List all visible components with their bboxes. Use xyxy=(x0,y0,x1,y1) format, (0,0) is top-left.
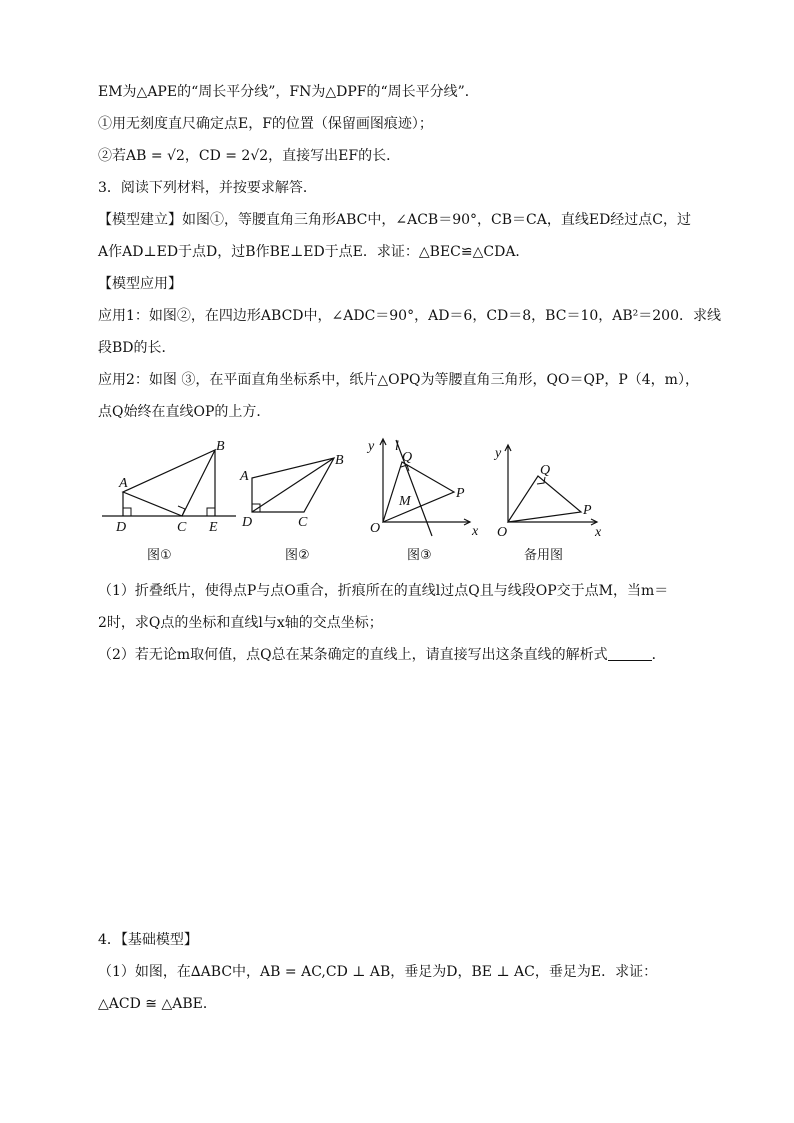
application-2-line-1: 应用2：如图 ③，在平面直角坐标系中，纸片△OPQ为等腰直角三角形，QO＝QP，P（4，m）， xyxy=(98,372,699,388)
subquestion-2-text: （2）若无论m取何值，点Q总在某条确定的直线上，请直接写出这条直线的解析式 xyxy=(98,647,608,663)
fig4-label-Q: Q xyxy=(540,463,551,478)
fig2-label-B: B xyxy=(335,453,344,468)
figure-4-spare xyxy=(493,440,611,540)
fig4-caption: 备用图 xyxy=(524,548,564,563)
fig3-label-y: y xyxy=(368,439,375,454)
subquestion-1-line-2: 2时，求Q点的坐标和直线l与x轴的交点坐标； xyxy=(98,615,383,631)
fig1-label-D: D xyxy=(116,520,127,534)
fig2-caption: 图② xyxy=(285,548,310,563)
model-application-heading: 【模型应用】 xyxy=(98,276,182,292)
fig4-label-x: x xyxy=(595,525,602,540)
question-4-line-1: （1）如图，在∆ABC中，AB = AC,CD ⊥ AB，垂足为D，BE ⊥ AC，垂足为E．求证： xyxy=(98,964,658,980)
question-3-heading: 3．阅读下列材料，并按要求解答． xyxy=(98,180,317,196)
question-4-line-2: △ACD ≅ △ABE． xyxy=(98,996,217,1012)
fig1-label-A: A xyxy=(119,476,128,491)
model-setup-line-1: 【模型建立】如图①，等腰直角三角形ABC中，∠ACB＝90°，CB＝CA，直线ED经过点C，过 xyxy=(98,212,692,228)
text-line-2: ①用无刻度直尺确定点E，F的位置（保留画图痕迹）； xyxy=(98,116,433,132)
application-1-line-1: 应用1：如图②，在四边形ABCD中，∠ADC＝90°，AD＝6，CD＝8，BC＝10，AB²＝200．求线 xyxy=(98,308,721,324)
application-1-line-2: 段BD的长． xyxy=(98,340,176,356)
text-line-3: ②若AB = √2，CD = 2√2，直接写出EF的长． xyxy=(98,148,401,164)
figure-3 xyxy=(364,434,486,538)
model-setup-line-2: A作AD⊥ED于点D，过B作BE⊥ED于点E．求证：△BEC≌△CDA． xyxy=(98,244,530,260)
subquestion-1-line-1: （1）折叠纸片，使得点P与点O重合，折痕所在的直线l过点Q且与线段OP交于点M，当m＝ xyxy=(98,583,669,599)
fig2-label-D: D xyxy=(242,515,253,530)
fig1-label-C: C xyxy=(177,520,187,534)
subquestion-2-end: ． xyxy=(651,647,666,663)
text-line-1: EM为△APE的“周长平分线”，FN为△DPF的“周长平分线”． xyxy=(98,84,479,100)
fig3-caption: 图③ xyxy=(407,548,432,563)
subquestion-2-line xyxy=(98,645,666,665)
fig4-label-P: P xyxy=(583,503,592,518)
fig3-label-O: O xyxy=(370,521,381,536)
figure-2 xyxy=(236,450,352,530)
fig2-label-C: C xyxy=(298,515,308,530)
answer-blank xyxy=(608,646,652,661)
fig4-label-y: y xyxy=(495,446,502,461)
fig2-label-A: A xyxy=(240,469,249,484)
fig1-label-B: B xyxy=(216,439,225,454)
fig1-caption: 图① xyxy=(147,548,172,563)
fig1-label-E: E xyxy=(209,520,218,534)
question-4-heading: 4．【基础模型】 xyxy=(98,932,198,948)
application-2-line-2: 点Q始终在直线OP的上方． xyxy=(98,404,271,420)
fig3-label-M: M xyxy=(399,494,411,509)
fig4-label-O: O xyxy=(497,525,508,540)
figure-1 xyxy=(96,434,242,534)
fig3-label-l: l xyxy=(395,439,399,454)
fig3-label-x: x xyxy=(472,524,479,538)
fig3-label-Q: Q xyxy=(402,450,413,465)
fig3-label-P: P xyxy=(456,486,465,501)
